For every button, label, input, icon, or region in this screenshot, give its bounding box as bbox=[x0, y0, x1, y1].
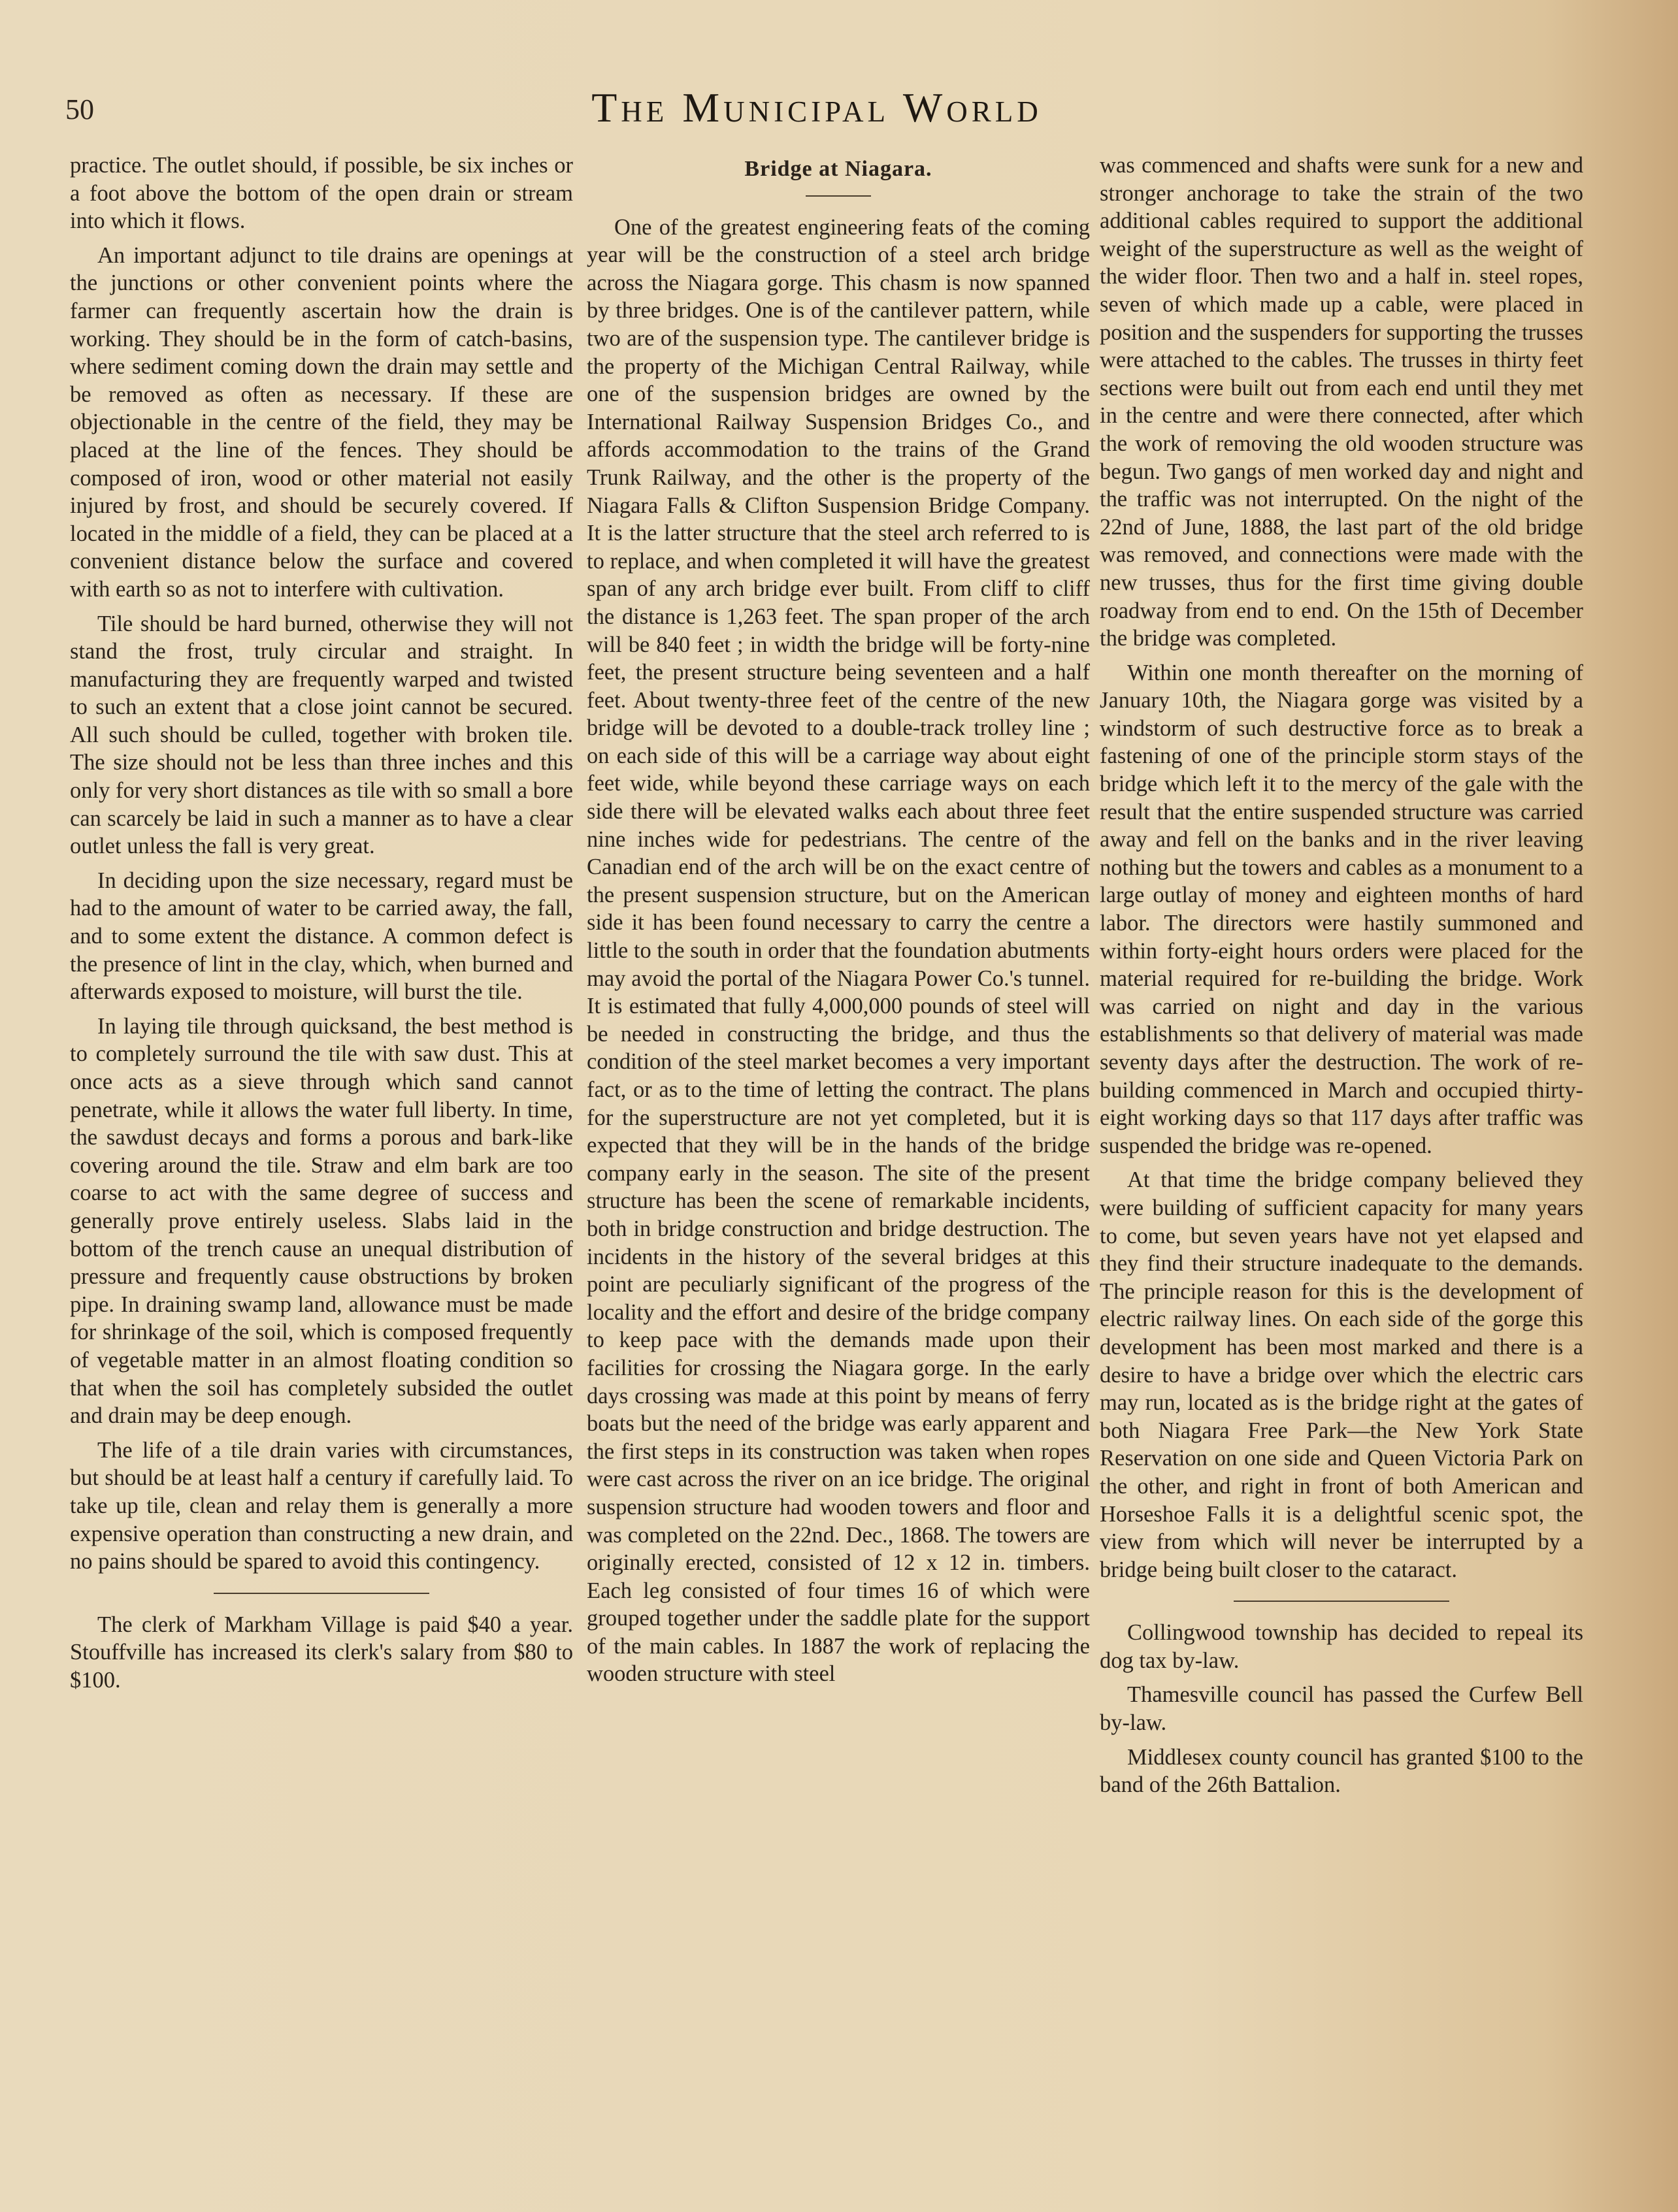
paragraph: The life of a tile drain varies with circumstances, but should be at least half a century if carefully laid. To take up tile, clean and relay them is generally a more expensive operation than constructing a new drain, and no pains should be spared to avoid this contingency. bbox=[70, 1437, 573, 1574]
section-divider bbox=[1234, 1601, 1449, 1602]
title-divider bbox=[806, 195, 871, 197]
paragraph: In laying tile through quicksand, the best method is to completely surround the tile with saw dust. This at once acts as a sieve through which sand cannot penetrate, while it allows the water full liberty. In time, the sawdust decays and forms a porous and bark-like covering around the tile. Straw and elm bark are too coarse to act with the same degree of success and generally prove entirely useless. Slabs laid in the bottom of the trench cause an unequal distribution of pressure and frequently cause obstructions by broken pipe. In draining swamp land, allowance must be made for shrinkage of the soil, which is composed frequently of vegetable matter in an almost floating condition so that when the soil has completely subsided the outlet and drain may be deep enough. bbox=[70, 1013, 573, 1429]
paragraph: At that time the bridge company believed they were building of sufficient capacity for many years to come, but seven years have not yet elapsed and they find their structure inadequate to the demands. The principle reason for this is the development of electric railway lines. On each side of the gorge this development has been most marked and there is a desire to have a bridge over which the electric cars may run, located as is the bridge right at the gates of both Niagara Free Park—the New York State Reservation on one side and Queen Victoria Park on the other, and right in front of both American and Horseshoe Falls it is a delightful scenic spot, the view from which will never be interrupted by a bridge being built closer to the cataract. bbox=[1100, 1167, 1583, 1582]
news-note: Middlesex county council has granted $100 to the band of the 26th Battalion. bbox=[1100, 1744, 1583, 1798]
paragraph: practice. The outlet should, if possible, be six inches or a foot above the bottom of the open drain or stream into which it flows. bbox=[70, 153, 573, 234]
paragraph: Within one month thereafter on the morning of January 10th, the Niagara gorge was visited by a windstorm of such destructive force as to break a fastening of one of the principle storm stays of the bridge which left it to the mercy of the gale with the result that the entire suspended structure was carried away and fell on the banks and in the river leaving nothing but the towers and cables as a monument to a large outlay of money and eighteen months of hard labor. The directors were hastily summoned and within forty-eight hours orders were placed for the material required for re-building the bridge. Work was carried on night and day in the various establishments so that delivery of material was made seventy days after the destruction. The work of re-building commenced in March and occupied thirty-eight working days so that 117 days after traffic was suspended the bridge was re-opened. bbox=[1100, 660, 1583, 1158]
page-header bbox=[65, 84, 1568, 142]
paragraph: was commenced and shafts were sunk for a new and stronger anchorage to take the strain of the two additional cables required to support the additional weight of the superstructure as well as the weight of the wider floor. Then two and a half in. steel ropes, seven of which made up a cable, were placed in position and the suspenders for supporting the trusses were attached to the cables. The trusses in thirty feet sections were built out from each end until they met in the centre and were there connected, after which the work of removing the old wooden structure was begun. Two gangs of men worked day and night and the traffic was not interrupted. On the night of the 22nd of June, 1888, the last part of the old bridge was removed, and connections were made with the new trusses, thus for the first time giving double roadway from end to end. On the 15th of December the bridge was completed. bbox=[1100, 153, 1583, 651]
column-right bbox=[1100, 152, 1583, 2190]
news-note: The clerk of Markham Village is paid $40 a year. Stouffville has increased its clerk's salary from $80 to $100. bbox=[70, 1612, 573, 1693]
paragraph: An important adjunct to tile drains are openings at the junctions or other convenient points where the farmer can frequently ascertain how the drain is working. They should be in the form of catch-basins, where sediment coming down the drain may settle and be removed as often as necessary. If these are objectionable in the centre of the field, they may be placed at the line of the fences. They should be composed of iron, wood or other material not easily injured by frost, and should be securely covered. If located in the middle of a field, they can be placed at a convenient distance below the surface and covered with earth so as not to interfere with cultivation. bbox=[70, 242, 573, 602]
paragraph: One of the greatest engineering feats of the coming year will be the construction of a steel arch bridge across the Niagara gorge. This chasm is now spanned by three bridges. One is of the cantilever pattern, while two are of the suspension type. The cantilever bridge is the property of the Michigan Central Railway, while one of the suspension bridges are owned by the International Railway Suspension Bridges Co., and affords accommodation to the trains of the Grand Trunk Railway, and the other is the property of the Niagara Falls & Clifton Suspension Bridge Company. It is the latter structure that the steel arch referred to is to replace, and when completed it will have the greatest span of any arch bridge ever built. From cliff to cliff the distance is 1,263 feet. The span proper of the arch will be 840 feet ; in width the bridge will be forty-nine feet, the present structure being seventeen and a half feet. About twenty-three feet of the centre of the new bridge will be devoted to a double-track trolley line ; on each side of this will be a carriage way about eight feet wide, while beyond these carriage ways on each side there will be elevated walks each about three feet nine inches wide for pedestrians. The centre of the Canadian end of the arch will be on the exact centre of the present suspension structure, but on the American side it has been found necessary to carry the centre a little to the south in order that the foundation abutments may avoid the portal of the Niagara Power Co.'s tunnel. It is estimated that fully 4,000,000 pounds of steel will be needed in constructing the bridge, and thus the condition of the steel market becomes a very important fact, or as to the time of letting the contract. The plans for the superstructure are not yet completed, but it is expected that they will be in the hands of the bridge company early in the season. The site of the present structure has been the scene of remarkable incidents, both in bridge construction and bridge destruction. The incidents in the history of the several bridges at this point are peculiarly significant of the progress of the locality and the effort and desire of the bridge company to keep pace with the demands made upon their facilities for crossing the Niagara gorge. In the early days crossing was made at this point by means of ferry boats but the need of the bridge was early apparent and the first steps in its construction was taken when ropes were cast across the river on an ice bridge. The original suspension structure had wooden towers and floor and was completed on the 22nd. Dec., 1868. The towers are originally erected, consisted of 12 x 12 in. timbers. Each leg consisted of four times 16 of which were grouped together under the saddle plate for the support of the main cables. In 1887 the work of replacing the wooden structure with steel bbox=[587, 214, 1090, 1687]
column-middle bbox=[587, 152, 1090, 2190]
paragraph: Tile should be hard burned, otherwise they will not stand the frost, truly circular and straight. In manufacturing they are frequently warped and twisted to such an extent that a close joint cannot be secured. All such should be culled, together with broken tile. The size should not be less than three inches and this only for very short distances as tile with so small a bore can scarcely be laid in such a manner as to have a clear outlet unless the fall is very great. bbox=[70, 611, 573, 859]
news-note: Collingwood township has decided to repeal its dog tax by-law. bbox=[1100, 1620, 1583, 1673]
column-left bbox=[70, 152, 573, 2190]
paragraph: In deciding upon the size necessary, regard must be had to the amount of water to be carried away, the fall, and to some extent the distance. A common defect is the presence of lint in the clay, which, when burned and afterwards exposed to moisture, will burst the tile. bbox=[70, 868, 573, 1005]
section-divider bbox=[214, 1593, 429, 1594]
page-number: 50 bbox=[65, 93, 94, 125]
news-note: Thamesville council has passed the Curfew Bell by-law. bbox=[1100, 1682, 1583, 1736]
masthead-title: The Municipal World bbox=[591, 84, 1042, 131]
article-title: Bridge at Niagara. bbox=[744, 157, 932, 181]
